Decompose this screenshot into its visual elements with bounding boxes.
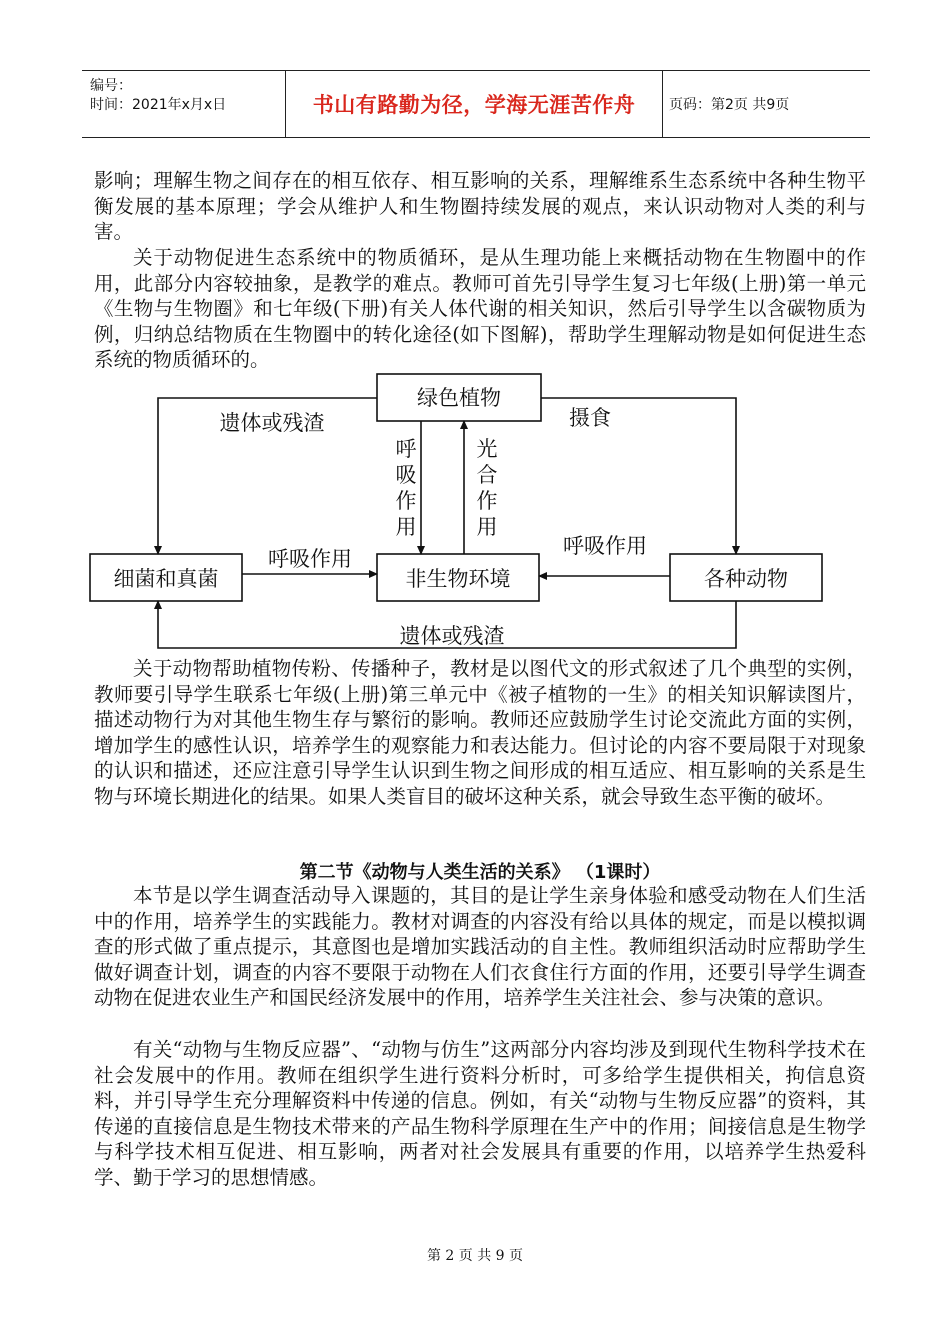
paragraph-1: 影响；理解生物之间存在的相互依存、相互影响的关系，理解维系生态系统中各种生物平衡发展的基本原理；学会从维护人和生物圈持续发展的观点，来认识动物对人类的利与害。	[94, 169, 866, 244]
label-photosynthesis: 光合作用	[476, 437, 498, 539]
carbon-cycle-diagram	[80, 368, 840, 658]
date-label: 时间：2021年x月x日	[90, 97, 227, 113]
header-motto-cell	[286, 71, 663, 137]
paragraph-3: 关于动物帮助植物传粉、传播种子，教材是以图代文的形式叙述了几个典型的实例，教师要引导学生联系七年级(上册)第三单元中《被子植物的一生》的相关知识解读图片，描述动物行为对其他生物生存与繁衍的影响。教师还应鼓励学生讨论交流此方面的实例，增加学生的感性认识，培养学生的观察能力和表达能力。但讨论的内容不要局限于对现象的认识和描述，还应注意引导学生认识到生物之间形成的相互适应、相互影响的关系是生物与环境长期进化的结果。如果人类盲目的破坏这种关系，就会导致生态平衡的破坏。	[94, 657, 866, 808]
page-info: 页码：第2页 共9页	[669, 97, 790, 113]
node-plants: 绿色植物	[417, 386, 501, 410]
label-remains-top: 遗体或残渣	[219, 411, 325, 435]
label-respiration-vertical: 呼吸作用	[395, 437, 417, 539]
page-footer: 第 2 页 共 9 页	[426, 1248, 524, 1264]
node-environment: 非生物环境	[405, 567, 511, 591]
section-heading: 第二节《动物与人类生活的关系》 （1课时）	[299, 862, 661, 883]
paragraph-2: 关于动物促进生态系统中的物质循环，是从生理功能上来概括动物在生物圈中的作用，此部分内容较抽象，是教学的难点。教师可首先引导学生复习七年级(上册)第一单元《生物与生物圈》和七年级(下册)有关人体代谢的相关知识，然后引导学生以含碳物质为例，归纳总结物质在生物圈中的转化途径(如下图解)，帮助学生理解动物是如何促进生态系统的物质循环的。	[94, 246, 866, 372]
node-bacteria: 细菌和真菌	[113, 567, 219, 591]
paragraph-5: 有关“动物与生物反应器”、“动物与仿生”这两部分内容均涉及到现代生物科学技术在社会发展中的作用。教师在组织学生进行资料分析时，可多给学生提供相关，拘信息资料，并引导学生充分理解资料中传递的信息。例如，有关“动物与生物反应器”的资料，其传递的直接信息是生物技术带来的产品生物科学原理在生产中的作用；间接信息是生物学与科学技术相互促进、相互影响，两者对社会发展具有重要的作用，以培养学生热爱科学、勤于学习的思想情感。	[94, 1038, 866, 1189]
paragraph-4: 本节是以学生调查活动导入课题的，其目的是让学生亲身体验和感受动物在人们生活中的作用，培养学生的实践能力。教材对调查的内容没有给以具体的规定，而是以模拟调查的形式做了重点提示，其意图也是增加实践活动的自主性。教师组织活动时应帮助学生做好调查计划，调查的内容不要限于动物在人们衣食住行方面的作用，还要引导学生调查动物在促进农业生产和国民经济发展中的作用，培养学生关注社会、参与决策的意识。	[94, 884, 866, 1010]
label-remains-bottom: 遗体或残渣	[399, 624, 505, 648]
label-respiration-right: 呼吸作用	[563, 534, 647, 558]
header-meta	[82, 71, 286, 137]
label-feeding: 摄食	[569, 406, 611, 430]
node-animals: 各种动物	[704, 567, 788, 591]
number-label: 编号：	[90, 78, 132, 94]
motto: 书山有路勤为径，学海无涯苦作舟	[312, 93, 636, 117]
label-respiration-left: 呼吸作用	[268, 547, 352, 571]
page-header	[82, 70, 870, 138]
